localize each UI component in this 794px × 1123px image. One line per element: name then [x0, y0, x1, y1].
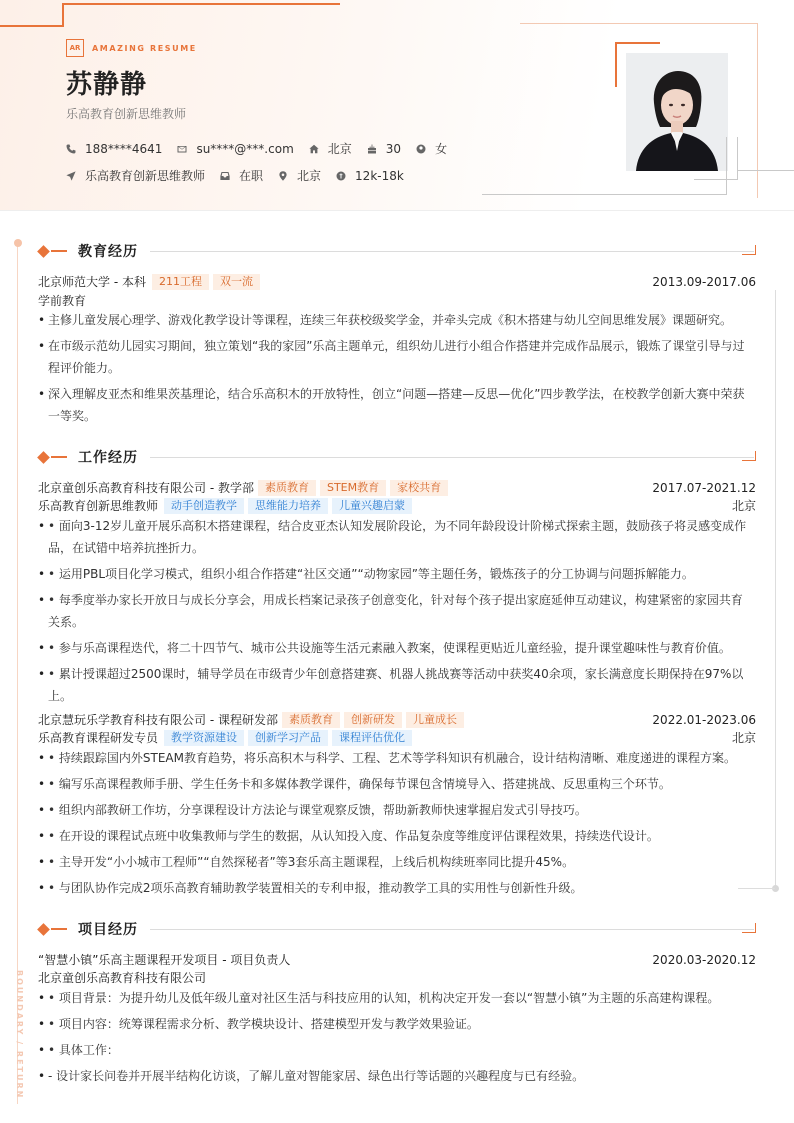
inbox-icon	[220, 171, 230, 181]
header-corner-top-line	[62, 3, 340, 5]
candidate-title: 乐高教育创新思维教师	[66, 107, 187, 121]
job-city: 北京	[731, 499, 756, 513]
age-item	[367, 142, 401, 156]
project-heading: 项目经历	[78, 922, 138, 938]
list-item: • • 主导开发“小小城市工程师”“自然探秘者”等3套乐高主题课程，上线后机构续班率同比提升45%。	[38, 851, 754, 873]
section-divider	[150, 457, 754, 458]
education-major-line	[38, 292, 756, 309]
list-item: • 主修儿童发展心理学、游戏化教学设计等课程，连续三年获校级奖学金，并牵头完成《积木搭建与幼儿空间思维发展》课题研究。	[38, 309, 754, 331]
diamond-icon	[37, 451, 50, 464]
project-name: “智慧小镇”乐高主题课程开发项目 - 项目负责人	[38, 953, 291, 967]
candidate-name: 苏静静	[66, 70, 148, 100]
profile-photo	[626, 53, 728, 171]
role-tag: 课程评估优化	[332, 730, 412, 746]
phone-item	[66, 142, 162, 156]
company-tag: 创新研发	[344, 712, 402, 728]
job-entry-head	[38, 711, 756, 728]
left-deco-dot	[14, 239, 22, 247]
list-item: • • 累计授课超过2500课时，辅导学员在市级青少年创意搭建赛、机器人挑战赛等活动中获奖40余项，家长满意度长期保持在97%以上。	[38, 663, 754, 707]
list-item: • • 具体工作：	[38, 1039, 754, 1061]
job-entry-head	[38, 479, 756, 496]
title-dash	[51, 250, 67, 252]
diamond-icon	[37, 245, 50, 258]
list-item: • - 设计家长问卷并开展半结构化访谈，了解儿童对智能家居、绿色出行等话题的兴趣程度与已有经验。	[38, 1065, 754, 1087]
money-icon	[336, 171, 346, 181]
cake-icon	[367, 144, 377, 154]
intent-city-item	[278, 167, 321, 184]
side-vertical-label: BOUNDARY / RETURN	[15, 970, 24, 1100]
list-item: • • 持续跟踪国内外STEAM教育趋势，将乐高积木与科学、工程、艺术等学科知识有机融合，设计结构清晰、难度递进的课程方案。	[38, 747, 754, 769]
section-divider	[150, 929, 754, 930]
intent-position-item	[66, 167, 205, 184]
title-dash	[51, 456, 67, 458]
resume-header	[0, 0, 794, 211]
role-tag: 思维能力培养	[248, 498, 328, 514]
list-item: • • 编写乐高课程教师手册、学生任务卡和多媒体教学课件，确保每节课包含情境导入、搭建挑战、反思重构三个环节。	[38, 773, 754, 795]
header-deco-line	[520, 23, 758, 24]
section-corner-mark	[742, 245, 756, 255]
send-icon	[66, 171, 76, 181]
work-section-title	[38, 447, 756, 467]
education-heading: 教育经历	[78, 244, 138, 260]
intent-salary-value: 12k-18k	[355, 168, 404, 183]
gender-item	[416, 140, 447, 157]
header-corner-h-line	[0, 25, 64, 27]
photo-deco-line	[737, 137, 738, 180]
list-item: • • 在开设的课程试点班中收集教师与学生的数据，从认知投入度、作品复杂度等维度评估课程效果，持续迭代设计。	[38, 825, 754, 847]
project-org-line	[38, 969, 756, 986]
company-tag: 儿童成长	[406, 712, 464, 728]
job-role-line	[38, 497, 756, 514]
email-value: su****@***.com	[196, 141, 294, 156]
job-period: 2022.01-2023.06	[652, 712, 756, 727]
contact-row	[66, 140, 462, 157]
role-tag: 教学资源建设	[164, 730, 244, 746]
education-entry-head	[38, 273, 756, 290]
company-tag: 素质教育	[258, 480, 316, 496]
brand-logo: AR	[66, 39, 84, 57]
title-dash	[51, 928, 67, 930]
job-intent-row	[66, 167, 419, 184]
company-tag: STEM教育	[320, 480, 386, 496]
company-tag: 家校共育	[390, 480, 448, 496]
job-period: 2017.07-2021.12	[652, 480, 756, 495]
role-tag: 创新学习产品	[248, 730, 328, 746]
diamond-icon	[37, 923, 50, 936]
list-item: • • 项目背景：为提升幼儿及低年级儿童对社区生活与科技应用的认知，机构决定开发一套以“智慧小镇”为主题的乐高建构课程。	[38, 987, 754, 1009]
email-item	[177, 142, 293, 156]
photo-deco-line	[482, 194, 727, 195]
home-icon	[309, 144, 319, 154]
gender-icon	[416, 144, 426, 154]
job-role: 乐高教育课程研发专员	[38, 731, 159, 745]
gender-value: 女	[435, 142, 448, 156]
phone-value: 188****4641	[85, 141, 163, 156]
list-item: • • 参与乐高课程迭代，将二十四节气、城市公共设施等生活元素融入教案，使课程更贴近儿童经验，提升课堂趣味性与教育价值。	[38, 637, 754, 659]
photo-frame-corner	[615, 42, 660, 44]
photo-deco-line	[737, 170, 794, 171]
project-section-title	[38, 919, 756, 939]
section-divider	[150, 251, 754, 252]
brand	[66, 39, 197, 57]
list-item: • • 每季度举办家长开放日与成长分享会，用成长档案记录孩子创意变化，针对每个孩子提出家庭延伸互动建议，构建紧密的家园共育关系。	[38, 589, 754, 633]
intent-status-value: 在职	[239, 169, 264, 183]
mail-icon	[177, 144, 187, 154]
list-item: • • 与团队协作完成2项乐高教育辅助教学装置相关的专利申报，推动教学工具的实用性与创新性升级。	[38, 877, 754, 899]
job-role: 乐高教育创新思维教师	[38, 499, 159, 513]
section-corner-mark	[742, 451, 756, 461]
project-period: 2020.03-2020.12	[652, 952, 756, 967]
right-deco-rail	[775, 290, 776, 890]
education-major: 学前教育	[38, 294, 87, 308]
role-tag: 儿童兴趣启蒙	[332, 498, 412, 514]
list-item: • 在市级示范幼儿园实习期间，独立策划“我的家园”乐高主题单元，组织幼儿进行小组合作搭建并完成作品展示，锻炼了课堂引导与过程评价能力。	[38, 335, 754, 379]
photo-deco-line	[694, 179, 737, 180]
work-heading: 工作经历	[78, 450, 138, 466]
education-section-title	[38, 241, 756, 261]
brand-text: AMAZING RESUME	[92, 43, 197, 53]
intent-position-value: 乐高教育创新思维教师	[85, 169, 206, 183]
photo-deco-line	[726, 137, 727, 195]
intent-status-item	[220, 167, 263, 184]
header-deco-line-vertical	[757, 23, 758, 198]
education-period: 2013.09-2017.06	[652, 274, 756, 289]
age-value: 30	[385, 141, 402, 156]
school-name: 北京师范大学 - 本科	[38, 275, 146, 289]
photo-frame-corner-vertical	[615, 42, 617, 87]
project-org: 北京童创乐高教育科技有限公司	[38, 971, 207, 985]
company-name: 北京慧玩乐学教育科技有限公司 - 课程研发部	[38, 713, 278, 727]
location-pin-icon	[278, 171, 288, 181]
company-tag: 素质教育	[282, 712, 340, 728]
header-corner-v-line	[62, 3, 64, 27]
list-item: • • 面向3-12岁儿童开展乐高积木搭建课程，结合皮亚杰认知发展阶段论，为不同年龄段设计阶梯式探索主题，鼓励孩子将灵感变成作品，在试错中培养抗挫折力。	[38, 515, 754, 559]
job-role-line	[38, 729, 756, 746]
city-item	[309, 140, 352, 157]
phone-icon	[66, 144, 76, 154]
company-name: 北京童创乐高教育科技有限公司 - 教学部	[38, 481, 254, 495]
project-entry-head	[38, 951, 756, 968]
section-corner-mark	[742, 923, 756, 933]
list-item: • • 组织内部教研工作坊，分享课程设计方法论与课堂观察反馈，帮助新教师快速掌握启发式引导技巧。	[38, 799, 754, 821]
list-item: • 深入理解皮亚杰和维果茨基理论，结合乐高积木的开放特性，创立“问题—搭建—反思—优化”四步教学法，在校教学创新大赛中荣获一等奖。	[38, 383, 754, 427]
education-tag: 双一流	[213, 274, 260, 290]
intent-city-value: 北京	[297, 169, 322, 183]
list-item: • • 运用PBL项目化学习模式，组织小组合作搭建“社区交通”“动物家园”等主题任务，锻炼孩子的分工协调与问题拆解能力。	[38, 563, 754, 585]
role-tag: 动手创造教学	[164, 498, 244, 514]
education-tag: 211工程	[152, 274, 209, 290]
city-value: 北京	[327, 142, 352, 156]
job-city: 北京	[731, 731, 756, 745]
list-item: • • 项目内容：统筹课程需求分析、教学模块设计、搭建模型开发与教学效果验证。	[38, 1013, 754, 1035]
intent-salary-item	[336, 169, 404, 183]
